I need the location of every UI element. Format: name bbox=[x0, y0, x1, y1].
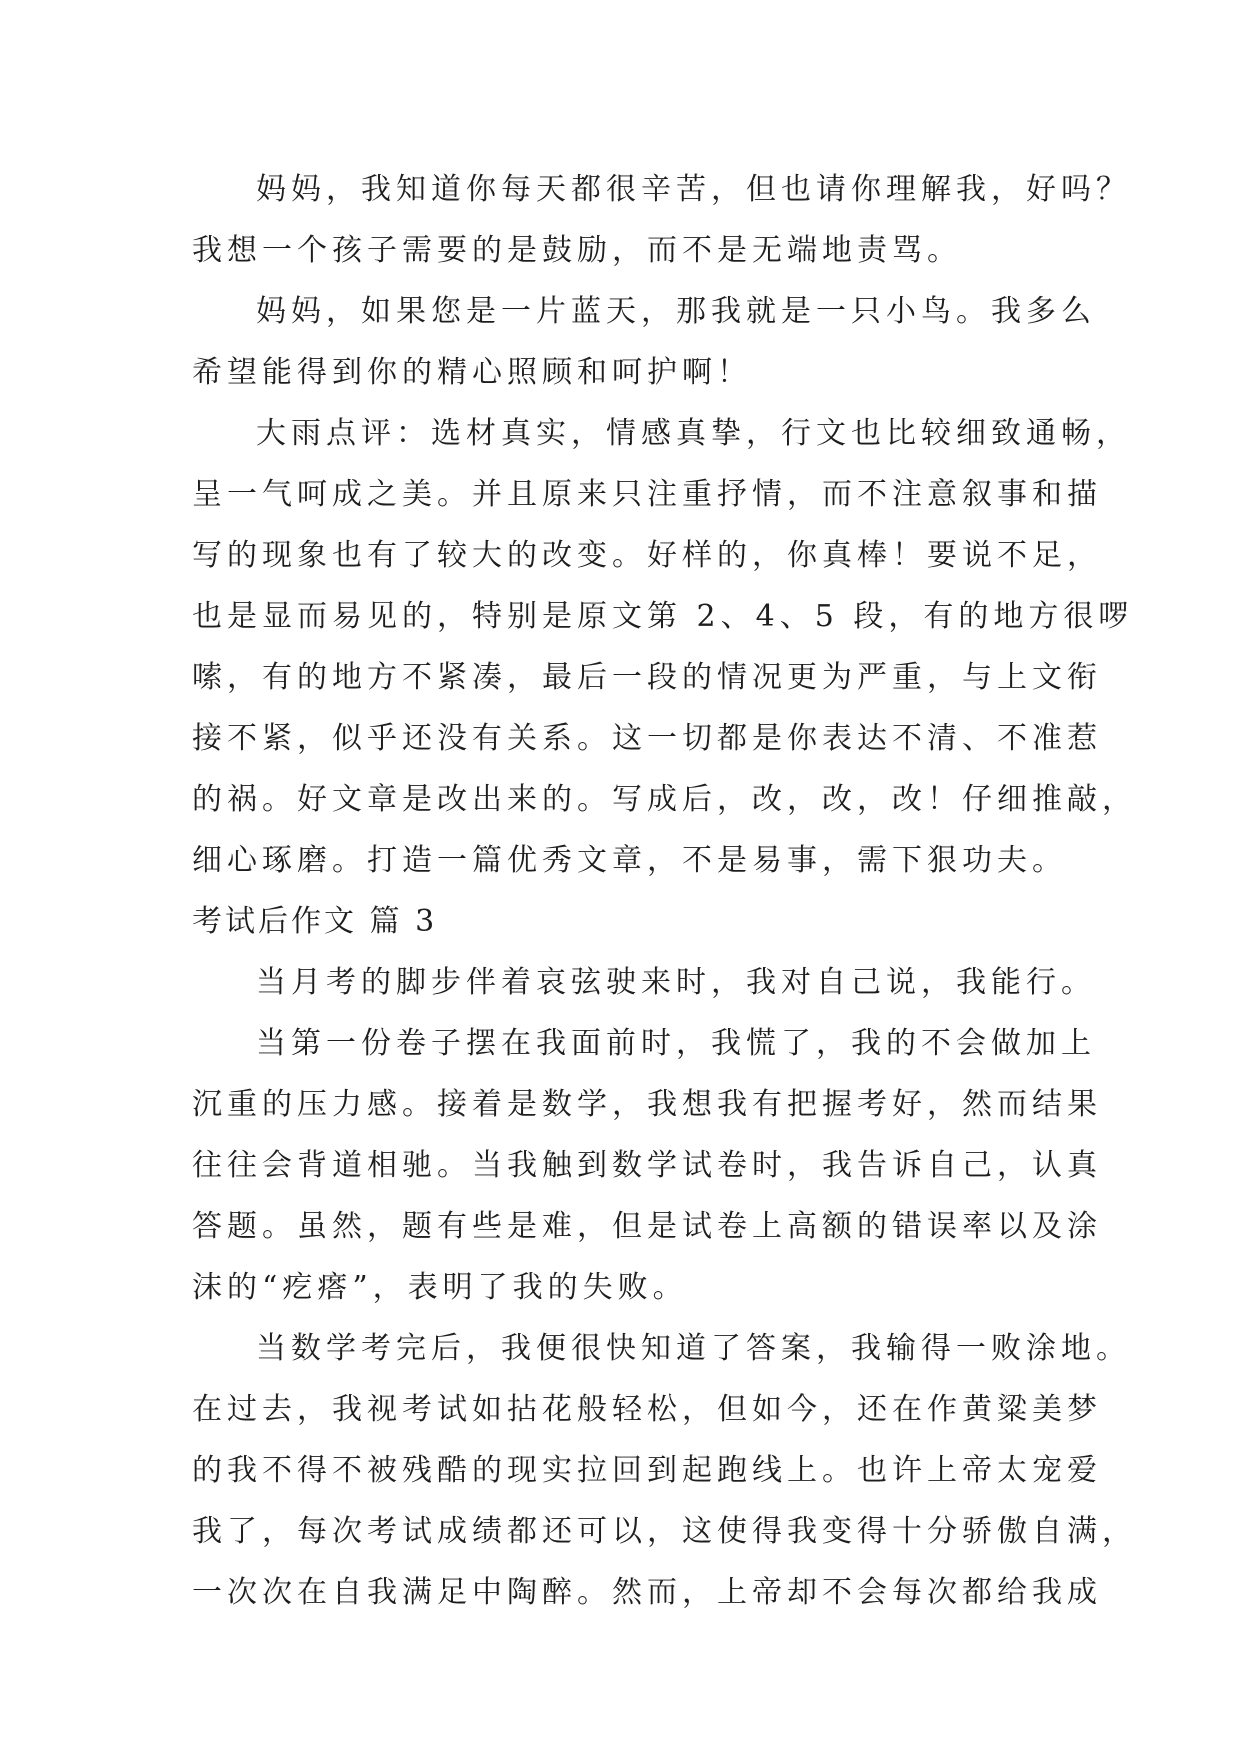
paragraph-line: 写的现象也有了较大的改变。好样的，你真棒！要说不足， bbox=[192, 538, 1102, 573]
paragraph-line: 大雨点评：选材真实，情感真挚，行文也比较细致通畅， bbox=[256, 416, 1131, 451]
paragraph-line: 一次次在自我满足中陶醉。然而，上帝却不会每次都给我成 bbox=[192, 1575, 1102, 1610]
paragraph-line: 接不紧，似乎还没有关系。这一切都是你表达不清、不准惹 bbox=[192, 721, 1102, 756]
paragraph-line: 沉重的压力感。接着是数学，我想我有把握考好，然而结果 bbox=[192, 1087, 1102, 1122]
paragraph-line: 当第一份卷子摆在我面前时，我慌了，我的不会做加上 bbox=[256, 1026, 1096, 1061]
paragraph-line: 答题。虽然，题有些是难，但是试卷上高额的错误率以及涂 bbox=[192, 1209, 1102, 1244]
paragraph-line: 在过去，我视考试如拈花般轻松，但如今，还在作黄粱美梦 bbox=[192, 1392, 1102, 1427]
paragraph-line: 我了，每次考试成绩都还可以，这使得我变得十分骄傲自满， bbox=[192, 1514, 1137, 1549]
paragraph-line: 沫的“疙瘩”，表明了我的失败。 bbox=[192, 1270, 688, 1305]
section-heading: 考试后作文 篇 3 bbox=[192, 904, 438, 939]
paragraph-line: 的祸。好文章是改出来的。写成后，改，改，改！仔细推敲， bbox=[192, 782, 1137, 817]
paragraph-line: 细心琢磨。打造一篇优秀文章，不是易事，需下狠功夫。 bbox=[192, 843, 1067, 878]
paragraph-line: 也是显而易见的，特别是原文第 2、4、5 段，有的地方很啰 bbox=[192, 599, 1134, 634]
paragraph-line: 嗦，有的地方不紧凑，最后一段的情况更为严重，与上文衔 bbox=[192, 660, 1102, 695]
paragraph-line: 我想一个孩子需要的是鼓励，而不是无端地责骂。 bbox=[192, 233, 962, 268]
paragraph-line: 妈妈，我知道你每天都很辛苦，但也请你理解我，好吗？ bbox=[256, 172, 1131, 207]
paragraph-line: 当数学考完后，我便很快知道了答案，我输得一败涂地。 bbox=[256, 1331, 1131, 1366]
paragraph-line: 往往会背道相驰。当我触到数学试卷时，我告诉自己，认真 bbox=[192, 1148, 1102, 1183]
paragraph-line: 呈一气呵成之美。并且原来只注重抒情，而不注意叙事和描 bbox=[192, 477, 1102, 512]
paragraph-line: 的我不得不被残酷的现实拉回到起跑线上。也许上帝太宠爱 bbox=[192, 1453, 1102, 1488]
paragraph-line: 当月考的脚步伴着哀弦驶来时，我对自己说，我能行。 bbox=[256, 965, 1096, 1000]
paragraph-line: 希望能得到你的精心照顾和呵护啊！ bbox=[192, 355, 752, 390]
paragraph-line: 妈妈，如果您是一片蓝天，那我就是一只小鸟。我多么 bbox=[256, 294, 1096, 329]
